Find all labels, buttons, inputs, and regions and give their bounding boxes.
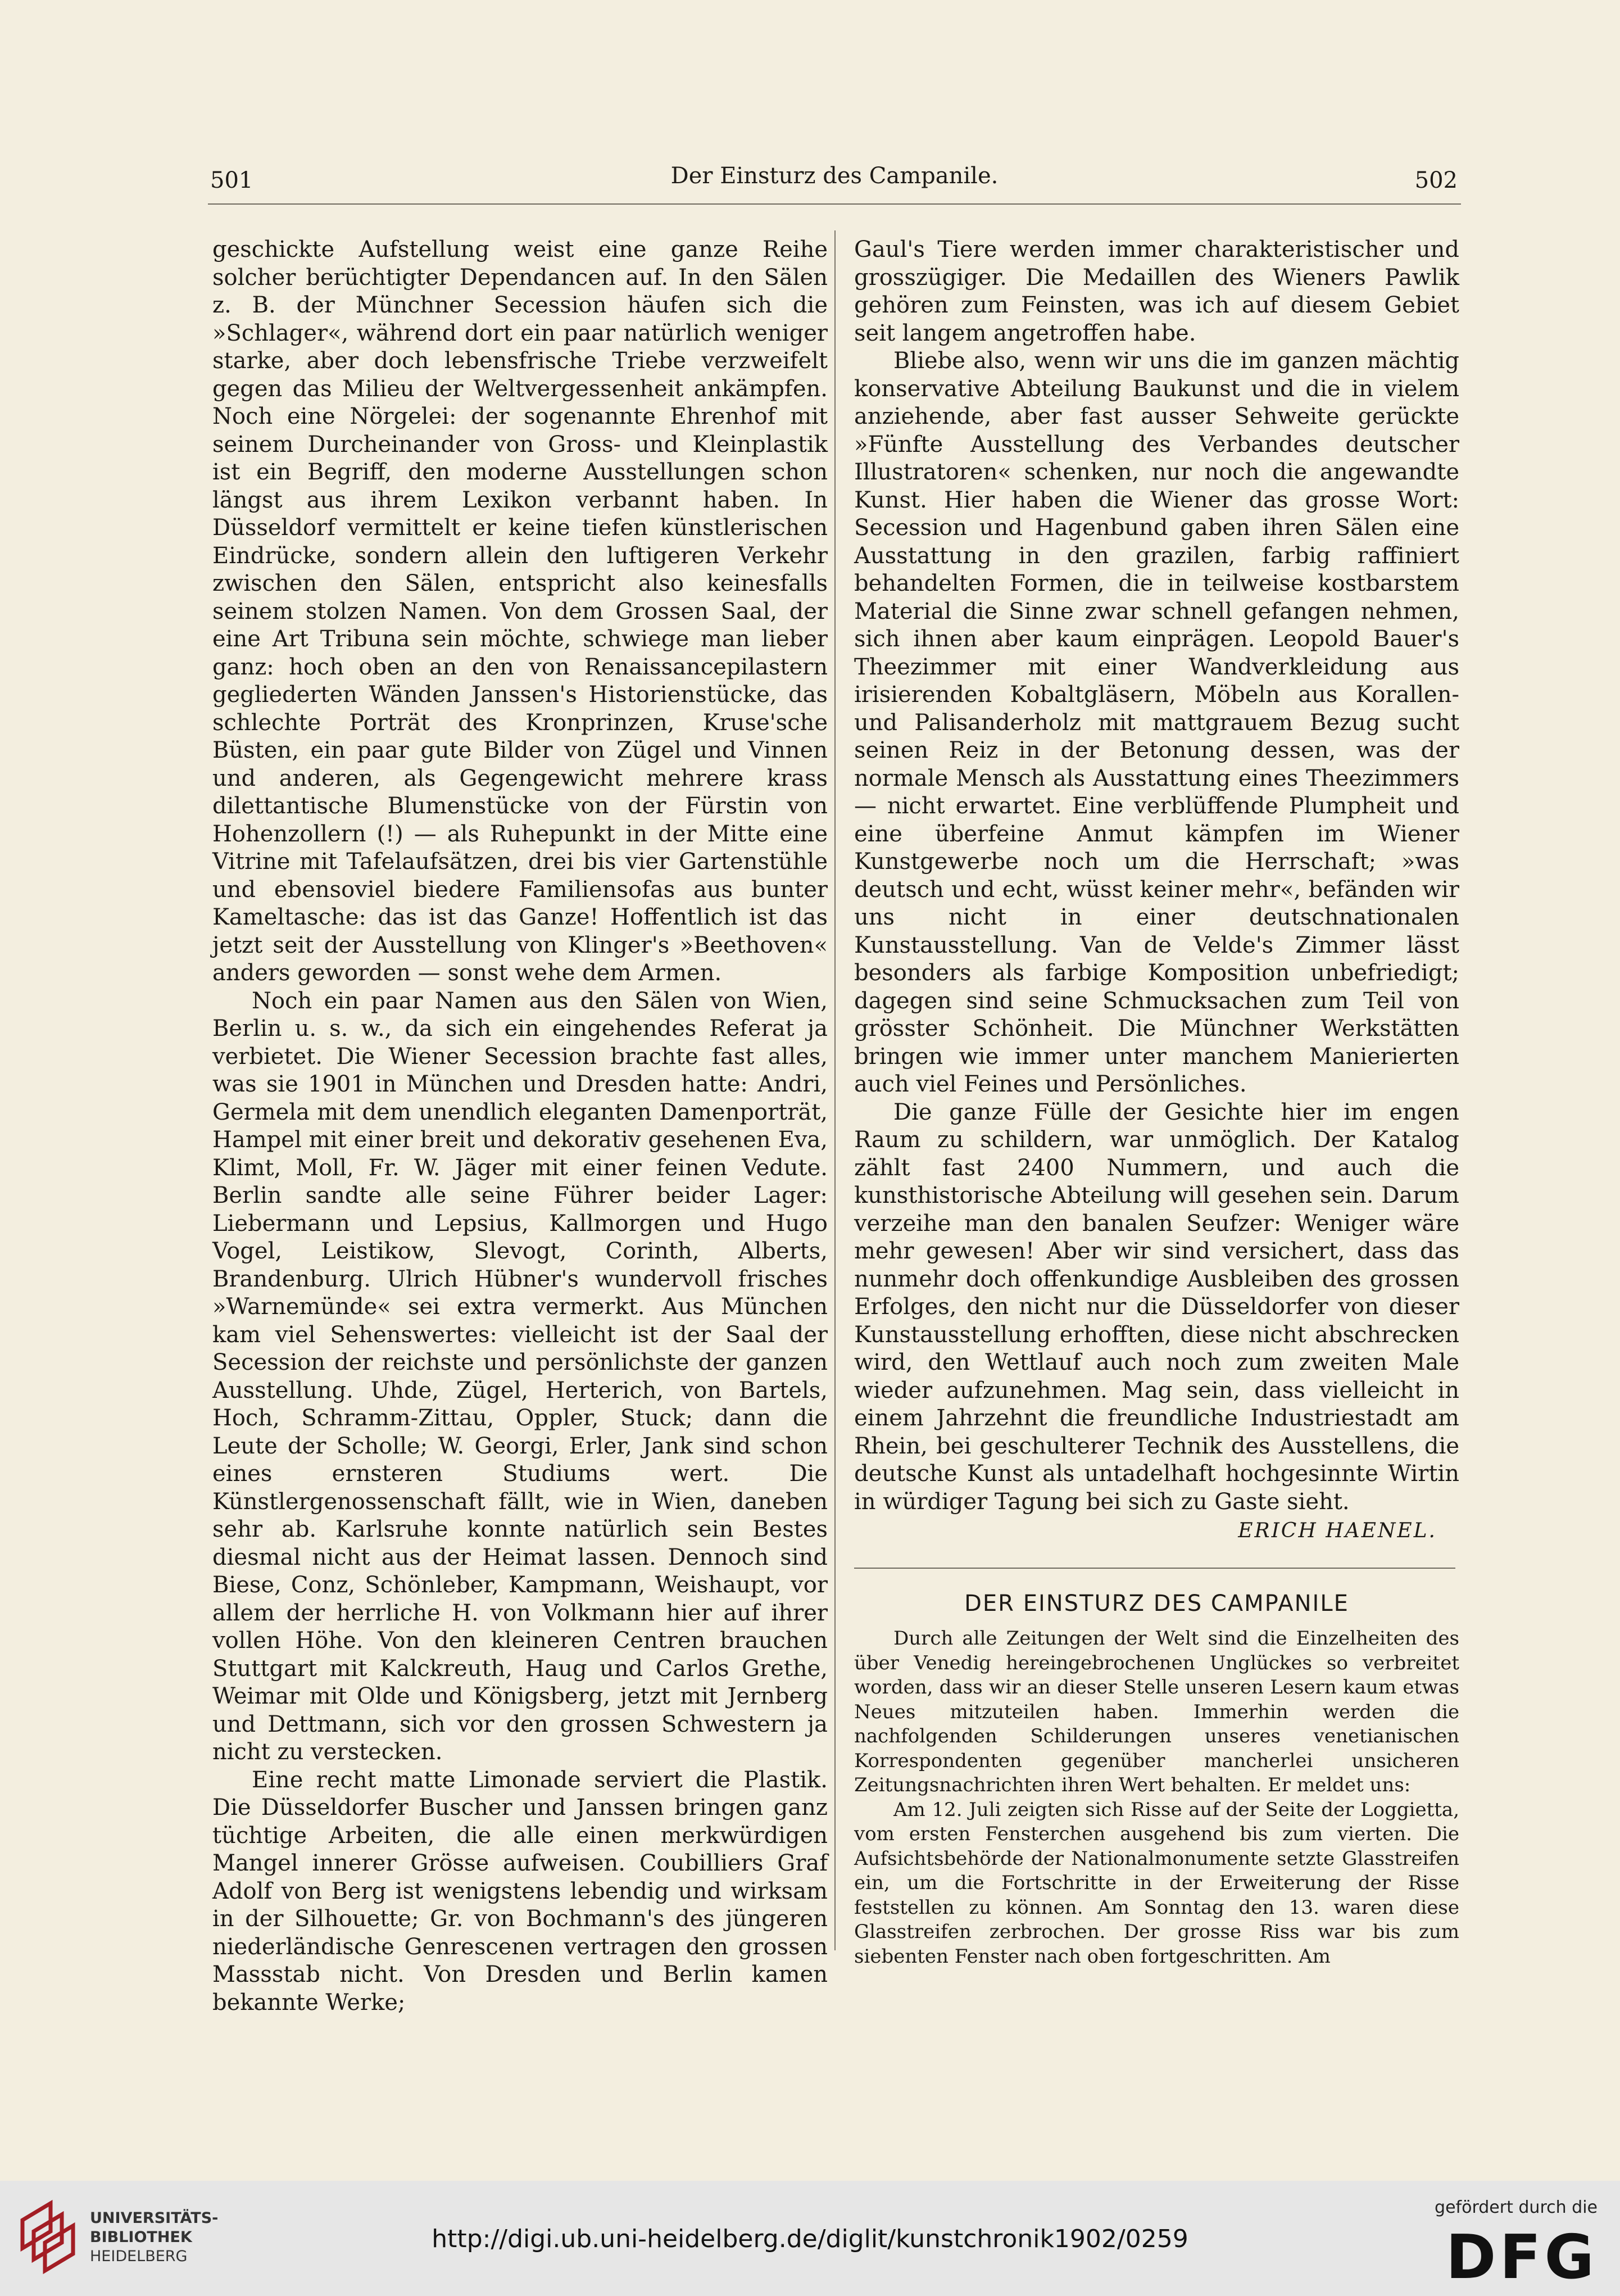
dfg-logo: DFG	[1445, 2222, 1598, 2293]
column-divider	[834, 230, 836, 1950]
source-url-link[interactable]: http://digi.ub.uni-heidelberg.de/diglit/kunstchronik1902/0259	[432, 2225, 1188, 2253]
paragraph: Noch ein paar Namen aus den Sälen von Wien, Berlin u. s. w., da sich ein eingehendes Referat ja verbietet. Die Wiener Secession brachte fast alles, was sie 1901 in München und Dresden hatte: Andri, Germela mit dem unendlich eleganten Damenporträt, Hampel mit einer breit und dekorativ gesehenen Eva, Klimt, Moll, Fr. W. Jäger mit einer feinen Vedute. Berlin sandte alle seine Führer beider Lager: Liebermann und Lepsius, Kallmorgen und Hugo Vogel, Leistikow, Slevogt, Corinth, Alberts, Brandenburg. Ulrich Hübner's wundervoll frisches »Warnemünde« sei extra vermerkt. Aus München kam viel Sehenswertes: vielleicht ist der Saal der Secession der reichste und persönlichste der ganzen Ausstellung. Uhde, Zügel, Herterich, von Bartels, Hoch, Schramm-Zittau, Oppler, Stuck; dann die Leute der Scholle; W. Georgi, Erler, Jank sind schon eines ernsteren Studiums wert. Die Künstlergenossenschaft fällt, wie in Wien, daneben sehr ab. Karlsruhe konnte natürlich sein Bestes diesmal nicht aus der Heimat lassen. Dennoch sind Biese, Conz, Schönleber, Kampmann, Weishaupt, vor allem der herrliche H. von Volkmann hier auf ihrer vollen Höhe. Von den kleineren Centren brauchen Stuttgart mit Kalckreuth, Haug und Carlos Grethe, Weimar mit Olde und Königsberg, jetzt mit Jernberg und Dettmann, sich vor den grossen Schwestern ja nicht zu verstecken.	[212, 988, 828, 1765]
library-name-line: UNIVERSITÄTS-	[90, 2209, 219, 2227]
paragraph: Am 12. Juli zeigten sich Risse auf der Seite der Loggietta, vom ersten Fensterchen ausgehend bis zum vierten. Die Aufsichtsbehörde der Nationalmonumente setzte Glasstreifen ein, um die Fortschritte in der Erweiterung der Risse feststellen zu können. Am Sonntag den 13. waren diese Glasstreifen zerbrochen. Der grosse Riss war bis zum siebenten Fenster nach oben fortgeschritten. Am	[854, 1798, 1459, 1968]
paragraph: Gaul's Tiere werden immer charakteristischer und grosszügiger. Die Medaillen des Wieners Pawlik gehören zum Feinsten, was ich auf diesem Gebiet seit langem angetroffen habe.	[854, 237, 1459, 346]
right-column	[854, 236, 1459, 1969]
page-number-left: 501	[210, 167, 253, 193]
library-name-line: BIBLIOTHEK	[90, 2229, 192, 2246]
running-title: Der Einsturz des Campanile.	[670, 163, 999, 189]
running-head	[208, 163, 1461, 202]
paragraph: Durch alle Zeitungen der Welt sind die Einzelheiten des über Venedig hereingebrochenen Unglückes so verbreitet worden, dass wir an dieser Stelle unseren Lesern kaum etwas Neues mitzuteilen haben. Immerhin werden die nachfolgenden Schilderungen unseres venetianischen Korrespondenten gegenüber mancherlei unsicheren Zeitungsnachrichten ihren Wert behalten. Er meldet uns:	[854, 1627, 1459, 1796]
author-signature: ERICH HAENEL.	[1238, 1519, 1437, 1542]
campanile-article	[854, 1627, 1459, 1969]
paragraph: geschickte Aufstellung weist eine ganze Reihe solcher berüchtigter Dependancen auf. In den Sälen z. B. der Münchner Secession häufen sich die »Schlager«, während dort ein paar natürlich weniger starke, aber doch lebensfrische Triebe verzweifelt gegen das Milieu der Weltvergessenheit ankämpfen. Noch eine Nörgelei: der sogenannte Ehrenhof mit seinem Durcheinander von Gross- und Kleinplastik ist ein Begriff, den moderne Ausstellungen schon längst aus ihrem Lexikon verbannt haben. In Düsseldorf vermittelt er keine tiefen künstlerischen Eindrücke, sondern allein den luftigeren Verkehr zwischen den Sälen, entspricht also keinesfalls seinem stolzen Namen. Von dem Grossen Saal, der eine Art Tribuna sein möchte, schwiege man lieber ganz: hoch oben an den von Renaissancepilastern gegliederten Wänden Janssen's Historienstücke, das schlechte Porträt des Kronprinzen, Kruse'sche Büsten, ein paar gute Bilder von Zügel und Vinnen und anderen, als Gegengewicht mehrere krass dilettantische Blumenstücke von der Fürstin von Hohenzollern (!) — als Ruhepunkt in der Mitte eine Vitrine mit Tafelaufsätzen, drei bis vier Gartenstühle und ebensoviel biedere Familiensofas aus bunter Kameltasche: das ist das Ganze! Hoffentlich ist das jetzt seit der Ausstellung von Klinger's »Beethoven« anders geworden — sonst wehe dem Armen.	[212, 237, 828, 986]
section-title: DER EINSTURZ DES CAMPANILE	[964, 1590, 1349, 1616]
footer-bar	[0, 2181, 1620, 2296]
page-number-right: 502	[1414, 167, 1458, 193]
left-column	[212, 236, 828, 2017]
library-name-line: HEIDELBERG	[90, 2248, 188, 2265]
paragraph: Eine recht matte Limonade serviert die Plastik. Die Düsseldorfer Buscher und Janssen bringen ganz tüchtige Arbeiten, die alle einen merkwürdigen Mangel innerer Grösse aufweisen. Coubilliers Graf Adolf von Berg ist wenigstens lebendig und wirksam in der Silhouette; Gr. von Bochmann's des jüngeren niederländische Genrescenen vertragen den grossen Massstab nicht. Von Dresden und Berlin kamen bekannte Werke;	[212, 1767, 828, 2016]
section-separator	[854, 1568, 1455, 1569]
paragraph: Die ganze Fülle der Gesichte hier im engen Raum zu schildern, war unmöglich. Der Katalog zählt fast 2400 Nummern, und auch die kunsthistorische Abteilung will gesehen sein. Darum verzeihe man den banalen Seufzer: Weniger wäre mehr gewesen! Aber wir sind versichert, dass das nunmehr doch offenkundige Ausbleiben des grossen Erfolges, den nicht nur die Düsseldorfer von dieser Kunstausstellung erhofften, diese nicht abschrecken wird, den Wettlauf auch noch zum zweiten Male wieder aufzunehmen. Mag sein, dass vielleicht in einem Jahrzehnt die freundliche Industriestadt am Rhein, bei geschulterer Technik des Ausstellens, die deutsche Kunst als untadelhaft hochgesinnte Wirtin in würdiger Tagung bei sich zu Gaste sieht.	[854, 1099, 1459, 1515]
paragraph: Bliebe also, wenn wir uns die im ganzen mächtig konservative Abteilung Baukunst und die in vielem anziehende, aber fast ausser Sehweite gerückte »Fünfte Ausstellung des Verbandes deutscher Illustratoren« schenken, nur noch die angewandte Kunst. Hier haben die Wiener das grosse Wort: Secession und Hagenbund gaben ihren Sälen eine Ausstattung in den grazilen, farbig raffiniert behandelten Formen, die in teilweise kostbarstem Material die Sinne zwar schnell gefangen nehmen, sich ihnen aber kaum einprägen. Leopold Bauer's Theezimmer mit einer Wandverkleidung aus irisierenden Kobaltgläsern, Möbeln aus Korallen- und Palisanderholz mit mattgrauem Bezug sucht seinen Reiz in der Betonung dessen, was der normale Mensch als Ausstattung eines Theezimmers — nicht erwartet. Eine verblüffende Plumpheit und eine überfeine Anmut kämpfen im Wiener Kunstgewerbe noch um die Herrschaft; »was deutsch und echt, wüsst keiner mehr«, befänden wir uns nicht in einer deutschnationalen Kunstausstellung. Van de Velde's Zimmer lässt besonders als farbige Komposition unbefriedigt; dagegen sind seine Schmucksachen zum Teil von grösster Schönheit. Die Münchner Werkstätten bringen wie immer unter manchem Manierierten auch viel Feines und Persönliches.	[854, 348, 1459, 1097]
funded-by-label: gefördert durch die	[1435, 2198, 1598, 2217]
header-rule	[208, 203, 1461, 205]
